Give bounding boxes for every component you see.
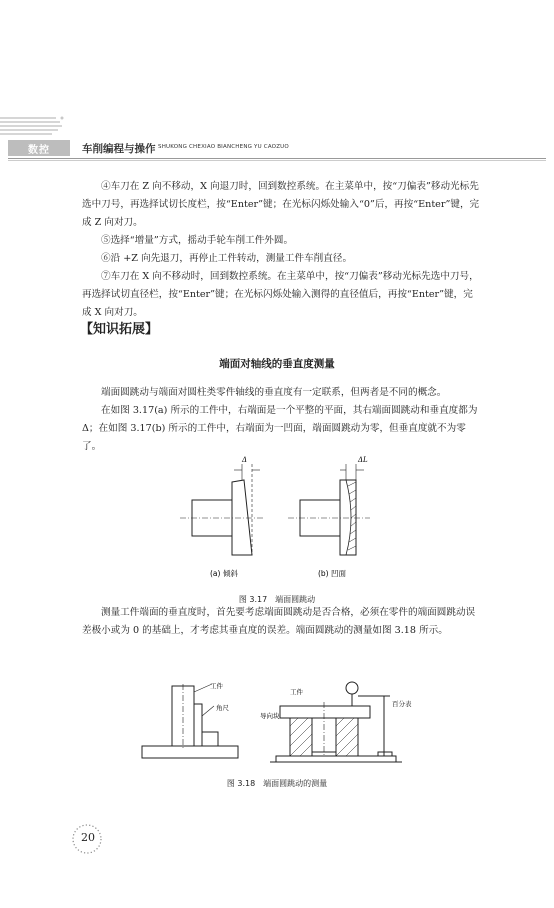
intro-para-1: 端面圆跳动与端面对圆柱类零件轴线的垂直度有一定联系，但两者是不同的概念。 <box>101 387 447 398</box>
header-decoration <box>0 116 64 136</box>
page-number: 20 <box>81 831 95 844</box>
figure-3-18-caption: 图 3.18 端面圆跳动的测量 <box>226 779 328 788</box>
figure-3-18-right-indicator: 百分表 <box>392 700 412 708</box>
figure-3-17-label-b: ΔL <box>358 456 368 464</box>
figure-3-17b-drawing <box>288 464 370 555</box>
para2-block <box>82 604 482 640</box>
step-4: ④车刀在 Z 向不移动，X 向退刀时，回到数控系统。在主菜单中，按“刀偏表”移动光标先选中刀号，再选择试切长度栏，按“Enter”键；在光标闪烁处输入“0”后，再按“Enter”键，完成 Z 向对刀。 <box>82 181 480 228</box>
figure-3-18-right-workpiece: 工件 <box>290 688 303 696</box>
header-rule-light <box>8 160 546 161</box>
header-tab-label: 数控 <box>28 145 50 156</box>
step-6: ⑥沿 +Z 向先退刀，再停止工件转动，测量工件车削直径。 <box>101 253 353 264</box>
figure-3-17-sub-a: (a) 倾斜 <box>210 569 238 578</box>
figure-3-17-label-a: Δ <box>242 456 248 464</box>
intro-block <box>82 384 482 456</box>
topic-title: 端面对轴线的垂直度测量 <box>219 358 335 370</box>
para-2: 测量工件端面的垂直度时，首先要考虑端面圆跳动是否合格，必须在零件的端面圆跳动误差极小或为 0 的基础上，才考虑其垂直度的误差。端面圆跳动的测量如图 3.18 所示。 <box>82 607 476 636</box>
section-title: 【知识拓展】 <box>80 322 159 337</box>
figure-3-18 <box>140 676 430 772</box>
header-tab <box>8 140 70 156</box>
figure-3-18-right-guide: 导向块 <box>260 712 280 720</box>
header-rule <box>8 158 546 159</box>
figure-3-18-left-square: 角尺 <box>216 704 229 712</box>
figure-3-17 <box>170 452 410 584</box>
intro-para-2: 在如图 3.17(a) 所示的工件中，右端面是一个平整的平面，其右端面圆跳动和垂直度都为Δ；在如图 3.17(b) 所示的工件中，右端面为一凹面，端面圆跳动为零，但垂直度就不为零了。 <box>82 405 478 452</box>
figure-3-17a-drawing <box>180 464 265 555</box>
page-number-badge <box>68 822 108 856</box>
header-pinyin: SHUKONG CHEXIAO BIANCHENG YU CAOZUO <box>158 144 289 150</box>
step-7: ⑦车刀在 X 向不移动时，回到数控系统。在主菜单中，按“刀偏表”移动光标先选中刀号，再选择试切直径栏，按“Enter”键；在光标闪烁处输入测得的直径值后，再按“Enter”键，完成 X 向对刀。 <box>82 271 479 318</box>
step-5: ⑤选择“增量”方式，摇动手轮车削工件外圆。 <box>101 235 294 246</box>
header-title: 车削编程与操作 <box>82 143 156 155</box>
figure-3-18-left-workpiece: 工件 <box>210 682 223 690</box>
figure-3-17-caption: 图 3.17 端面圆跳动 <box>238 595 316 604</box>
steps-block <box>82 178 482 322</box>
figure-3-17-sub-b: (b) 凹面 <box>318 569 346 578</box>
figure-3-18-left-drawing <box>142 684 238 758</box>
